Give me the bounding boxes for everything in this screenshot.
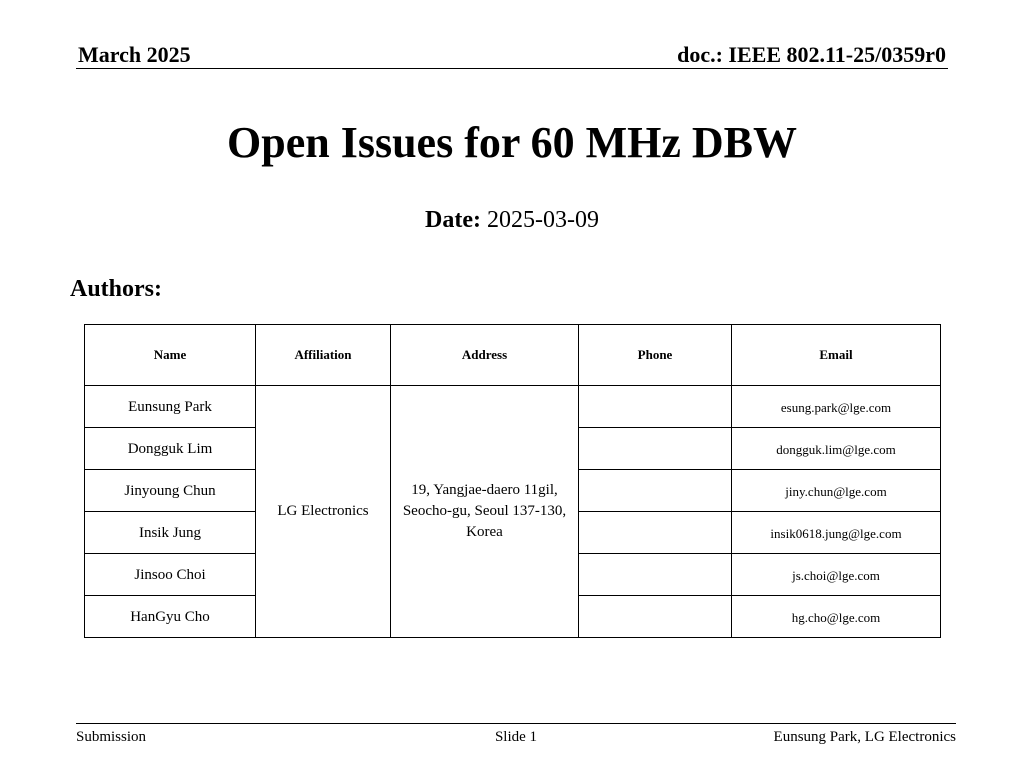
author-name: Jinsoo Choi xyxy=(85,554,256,596)
author-email: jiny.chun@lge.com xyxy=(732,470,941,512)
author-phone xyxy=(579,386,732,428)
author-name: Insik Jung xyxy=(85,512,256,554)
author-phone xyxy=(579,512,732,554)
author-email: dongguk.lim@lge.com xyxy=(732,428,941,470)
table-header-row xyxy=(85,325,941,386)
author-email: insik0618.jung@lge.com xyxy=(732,512,941,554)
author-phone xyxy=(579,596,732,638)
author-email: esung.park@lge.com xyxy=(732,386,941,428)
author-phone xyxy=(579,428,732,470)
author-phone xyxy=(579,470,732,512)
author-phone xyxy=(579,554,732,596)
header-date: March 2025 xyxy=(78,42,191,67)
footer-author: Eunsung Park, LG Electronics xyxy=(773,729,956,745)
author-name: Dongguk Lim xyxy=(85,428,256,470)
author-name: Jinyoung Chun xyxy=(85,470,256,512)
footer-divider xyxy=(76,723,956,724)
header-divider xyxy=(76,68,948,69)
table-row xyxy=(85,386,941,428)
slide-title: Open Issues for 60 MHz DBW xyxy=(227,118,797,167)
author-email: hg.cho@lge.com xyxy=(732,596,941,638)
author-affiliation: LG Electronics xyxy=(256,386,391,638)
column-header-name: Name xyxy=(85,325,256,386)
column-header-address: Address xyxy=(391,325,579,386)
date-label: Date: xyxy=(425,207,481,233)
column-header-email: Email xyxy=(732,325,941,386)
authors-heading: Authors: xyxy=(70,276,163,302)
header-doc-id: doc.: IEEE 802.11-25/0359r0 xyxy=(677,42,946,67)
author-address: 19, Yangjae-daero 11gil, Seocho-gu, Seoul 137-130, Korea xyxy=(391,386,579,638)
author-name: Eunsung Park xyxy=(85,386,256,428)
author-email: js.choi@lge.com xyxy=(732,554,941,596)
author-name: HanGyu Cho xyxy=(85,596,256,638)
column-header-affiliation: Affiliation xyxy=(256,325,391,386)
column-header-phone: Phone xyxy=(579,325,732,386)
authors-table xyxy=(84,324,941,638)
slide-date xyxy=(0,205,1024,235)
footer-slide-number: Slide 1 xyxy=(494,729,538,745)
footer-submission: Submission xyxy=(76,729,147,745)
date-value: 2025-03-09 xyxy=(486,207,599,233)
